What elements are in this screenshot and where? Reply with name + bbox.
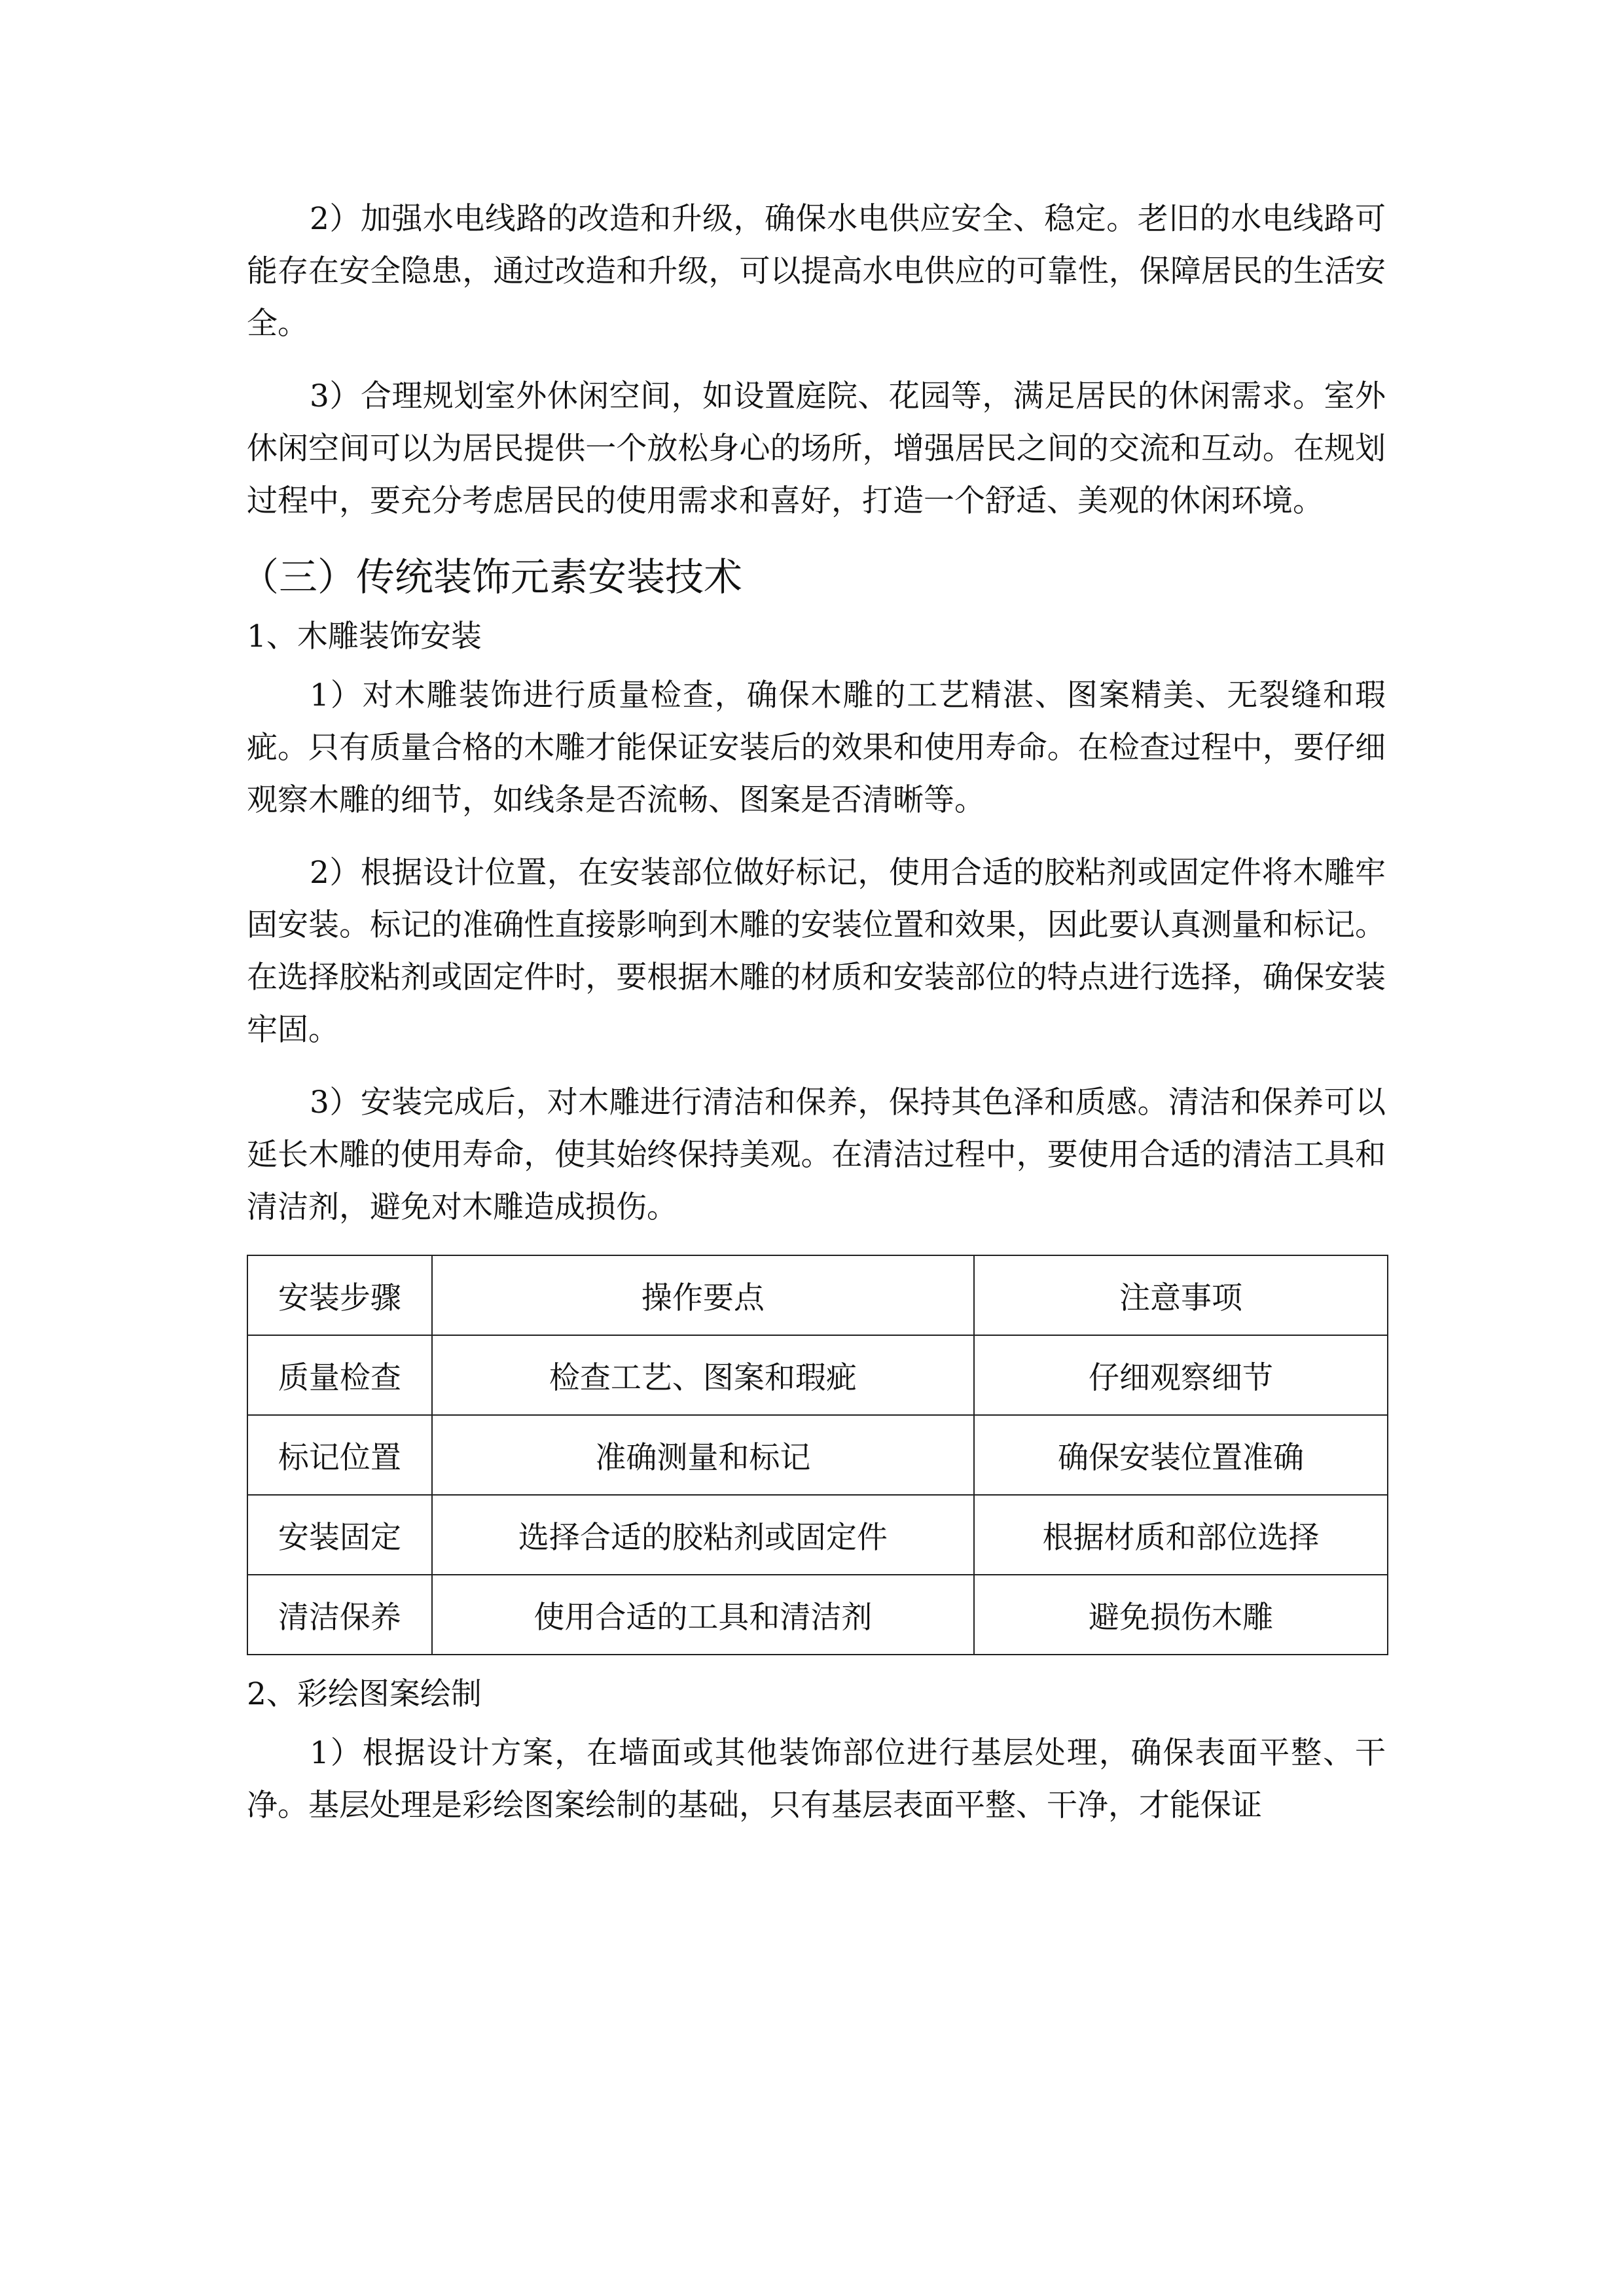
document-page xyxy=(240,193,1386,1852)
paragraph-outdoor-space: 3）合理规划室外休闲空间，如设置庭院、花园等，满足居民的休闲需求。室外休闲空间可以为居民提供一个放松身心的场所，增强居民之间的交流和互动。在规划过程中，要充分考虑居民的使用需求和喜好，打造一个舒适、美观的休闲环境。 xyxy=(247,378,1386,519)
table-header-cell: 安装步骤 xyxy=(247,1255,432,1335)
section-title: （三）传统装饰元素安装技术 xyxy=(240,554,743,600)
table-cell: 清洁保养 xyxy=(247,1575,432,1655)
subsection-heading-painted-patterns: 2、彩绘图案绘制 xyxy=(247,1676,482,1712)
table-cell: 标记位置 xyxy=(247,1415,432,1495)
table-cell: 准确测量和标记 xyxy=(432,1415,974,1495)
subsection-heading-wood-carving: 1、木雕装饰安装 xyxy=(247,619,482,655)
table-header-cell: 操作要点 xyxy=(432,1255,974,1335)
table-header-cell: 注意事项 xyxy=(974,1255,1388,1335)
table-header-row xyxy=(247,1255,1388,1335)
table-row xyxy=(247,1495,1388,1575)
table-cell: 使用合适的工具和清洁剂 xyxy=(432,1575,974,1655)
table-cell: 检查工艺、图案和瑕疵 xyxy=(432,1335,974,1415)
paragraph-quality-check: 1）对木雕装饰进行质量检查，确保木雕的工艺精湛、图案精美、无裂缝和瑕疵。只有质量合格的木雕才能保证安装后的效果和使用寿命。在检查过程中，要仔细观察木雕的细节，如线条是否流畅、图案是否清晰等。 xyxy=(247,677,1386,818)
table-cell: 安装固定 xyxy=(247,1495,432,1575)
table-cell: 质量检查 xyxy=(247,1335,432,1415)
paragraph-marking-installation: 2）根据设计位置，在安装部位做好标记，使用合适的胶粘剂或固定件将木雕牢固安装。标记的准确性直接影响到木雕的安装位置和效果，因此要认真测量和标记。在选择胶粘剂或固定件时，要根据木雕的材质和安装部位的特点进行选择，确保安装牢固。 xyxy=(247,855,1386,1048)
paragraph-water-electric: 2）加强水电线路的改造和升级，确保水电供应安全、稳定。老旧的水电线路可能存在安全隐患，通过改造和升级，可以提高水电供应的可靠性，保障居民的生活安全。 xyxy=(247,201,1386,342)
installation-steps-table xyxy=(247,1255,1388,1655)
table-cell: 仔细观察细节 xyxy=(974,1335,1388,1415)
table-cell: 选择合适的胶粘剂或固定件 xyxy=(432,1495,974,1575)
paragraph-cleaning-maintenance: 3）安装完成后，对木雕进行清洁和保养，保持其色泽和质感。清洁和保养可以延长木雕的使用寿命，使其始终保持美观。在清洁过程中，要使用合适的清洁工具和清洁剂，避免对木雕造成损伤。 xyxy=(247,1085,1386,1225)
table-cell: 避免损伤木雕 xyxy=(974,1575,1388,1655)
paragraph-base-treatment: 1）根据设计方案，在墙面或其他装饰部位进行基层处理，确保表面平整、干净。基层处理是彩绘图案绘制的基础，只有基层表面平整、干净，才能保证 xyxy=(247,1735,1386,1823)
table-row xyxy=(247,1575,1388,1655)
table-cell: 确保安装位置准确 xyxy=(974,1415,1388,1495)
table-row xyxy=(247,1335,1388,1415)
table-row xyxy=(247,1415,1388,1495)
table-cell: 根据材质和部位选择 xyxy=(974,1495,1388,1575)
